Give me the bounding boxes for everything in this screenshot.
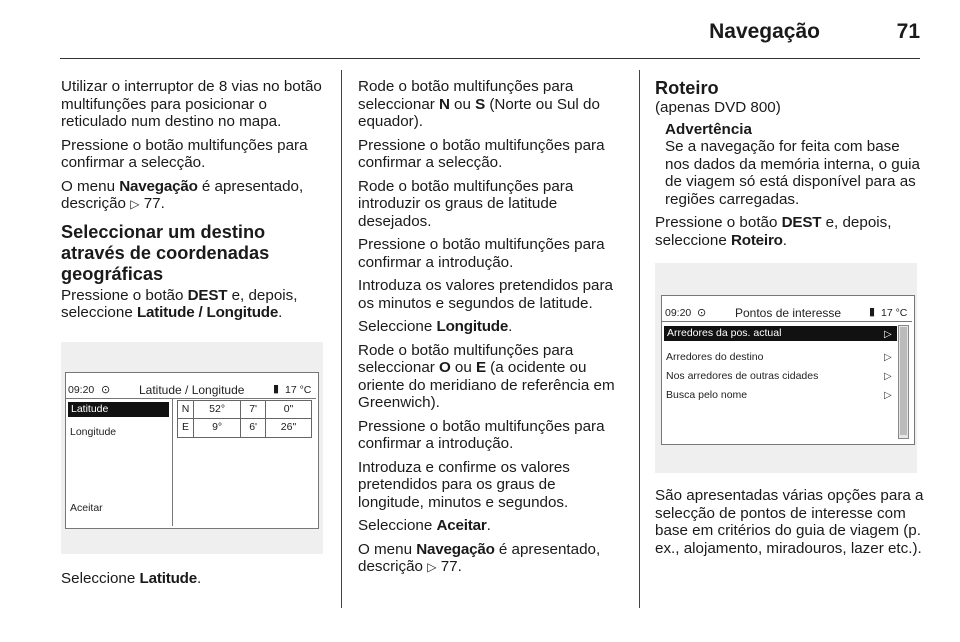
accept-option[interactable]: Aceitar [70, 501, 103, 514]
poi-item-destination[interactable]: Arredores do destino [666, 351, 764, 363]
column-3 [655, 78, 927, 563]
grid-cell[interactable]: 6' [241, 419, 266, 438]
page-number: 71 [896, 20, 920, 43]
paragraph: São apresentadas várias opções para a selecção de pontos de interesse com base em critérios do guia de viagem (p. ex., alojamento, miradouros, lazer etc.). [655, 487, 924, 557]
grid-cell[interactable]: E [178, 419, 194, 438]
clock-icon: ⊙ [101, 382, 111, 396]
reference-arrow-icon: ▷ [427, 560, 437, 574]
page-reference[interactable]: 77. [440, 558, 462, 575]
paragraph: O menu Navegação é apresentado, descrição ▷ 77. [358, 540, 601, 575]
paragraph: Pressione o botão DEST e, depois, seleccione Latitude / Longitude. [61, 286, 298, 321]
chevron-right-icon: ▷ [884, 329, 892, 340]
paragraph: Pressione o botão DEST e, depois, seleccione Roteiro. [655, 214, 892, 249]
paragraph: Seleccione Latitude. [61, 569, 202, 587]
column-1 [61, 78, 329, 593]
note-body: Se a navegação for feita com base nos dados da memória interna, o guia de viagem só está disponível para as regiões carregadas. [665, 138, 920, 208]
scrollbar-thumb[interactable] [900, 327, 907, 435]
grid-cell[interactable]: 52° [194, 400, 241, 419]
screen-latitude-longitude [61, 342, 323, 554]
note-box [655, 121, 927, 209]
reference-arrow-icon: ▷ [130, 197, 140, 211]
paragraph: Pressione o botão multifunções para confirmar a introdução. [358, 236, 605, 271]
section-heading: Seleccionar um destino através de coordenadas geográficas [61, 221, 270, 284]
latitude-option[interactable]: Latitude [68, 402, 169, 417]
poi-item-current-position[interactable]: Arredores da pos. actual [664, 326, 897, 341]
grid-cell[interactable]: 26" [266, 419, 312, 438]
screen-temperature: 17 °C [881, 307, 908, 319]
coordinates-grid [177, 400, 312, 438]
grid-cell[interactable]: 0" [266, 400, 312, 419]
page-header [60, 0, 920, 59]
paragraph: Pressione o botão multifunções para confirmar a introdução. [358, 417, 605, 452]
poi-item-other-cities[interactable]: Nos arredores de outras cidades [666, 370, 819, 382]
page-reference[interactable]: 77. [143, 195, 165, 212]
screen-temperature: 17 °C [285, 383, 312, 396]
screen-title: Pontos de interesse [735, 306, 842, 320]
longitude-option[interactable]: Longitude [70, 425, 117, 438]
paragraph: Seleccione Longitude. [358, 318, 513, 335]
screen-title: Latitude / Longitude [139, 382, 245, 397]
screen-time: 09:20 [665, 307, 692, 319]
poi-item-search-name[interactable]: Busca pelo nome [666, 389, 748, 401]
paragraph: Utilizar o interruptor de 8 vias no botão multifunções para posicionar o reticulado num destino no mapa. [61, 78, 322, 130]
paragraph: Rode o botão multifunções para seleccionar N ou S (Norte ou Sul do equador). [358, 78, 600, 130]
grid-cell[interactable]: 7' [241, 400, 266, 419]
paragraph: Pressione o botão multifunções para confirmar a selecção. [61, 136, 308, 171]
chevron-right-icon: ▷ [884, 371, 892, 382]
thermometer-icon: ▮ [273, 381, 280, 395]
column-divider [639, 70, 640, 608]
paragraph: Pressione o botão multifunções para confirmar a selecção. [358, 136, 605, 171]
grid-cell[interactable]: N [178, 400, 194, 419]
subheading: (apenas DVD 800) [655, 99, 781, 116]
clock-icon: ⊙ [697, 306, 707, 319]
thermometer-icon: ▮ [869, 305, 876, 318]
chevron-right-icon: ▷ [884, 352, 892, 363]
note-title: Advertência [665, 120, 752, 138]
grid-cell[interactable]: 9° [194, 419, 241, 438]
paragraph: Introduza os valores pretendidos para os minutos e segundos de latitude. [358, 277, 613, 312]
section-heading: Roteiro [655, 78, 719, 98]
chevron-right-icon: ▷ [884, 390, 892, 401]
page-title: Navegação [709, 20, 820, 43]
paragraph: O menu Navegação é apresentado, descrição ▷ 77. [61, 177, 304, 212]
paragraph: Rode o botão multifunções para introduzir os graus de latitude desejados. [358, 177, 574, 230]
paragraph: Introduza e confirme os valores pretendidos para os graus de longitude, minutos e segundos. [358, 458, 570, 511]
screen-time: 09:20 [68, 383, 95, 396]
screen-points-of-interest [655, 263, 917, 473]
paragraph: Rode o botão multifunções para seleccionar O ou E (a ocidente ou oriente do meridiano de referência em Greenwich). [358, 341, 615, 411]
paragraph: Seleccione Aceitar. [358, 517, 491, 534]
column-divider [341, 70, 342, 608]
column-2 [358, 78, 624, 583]
